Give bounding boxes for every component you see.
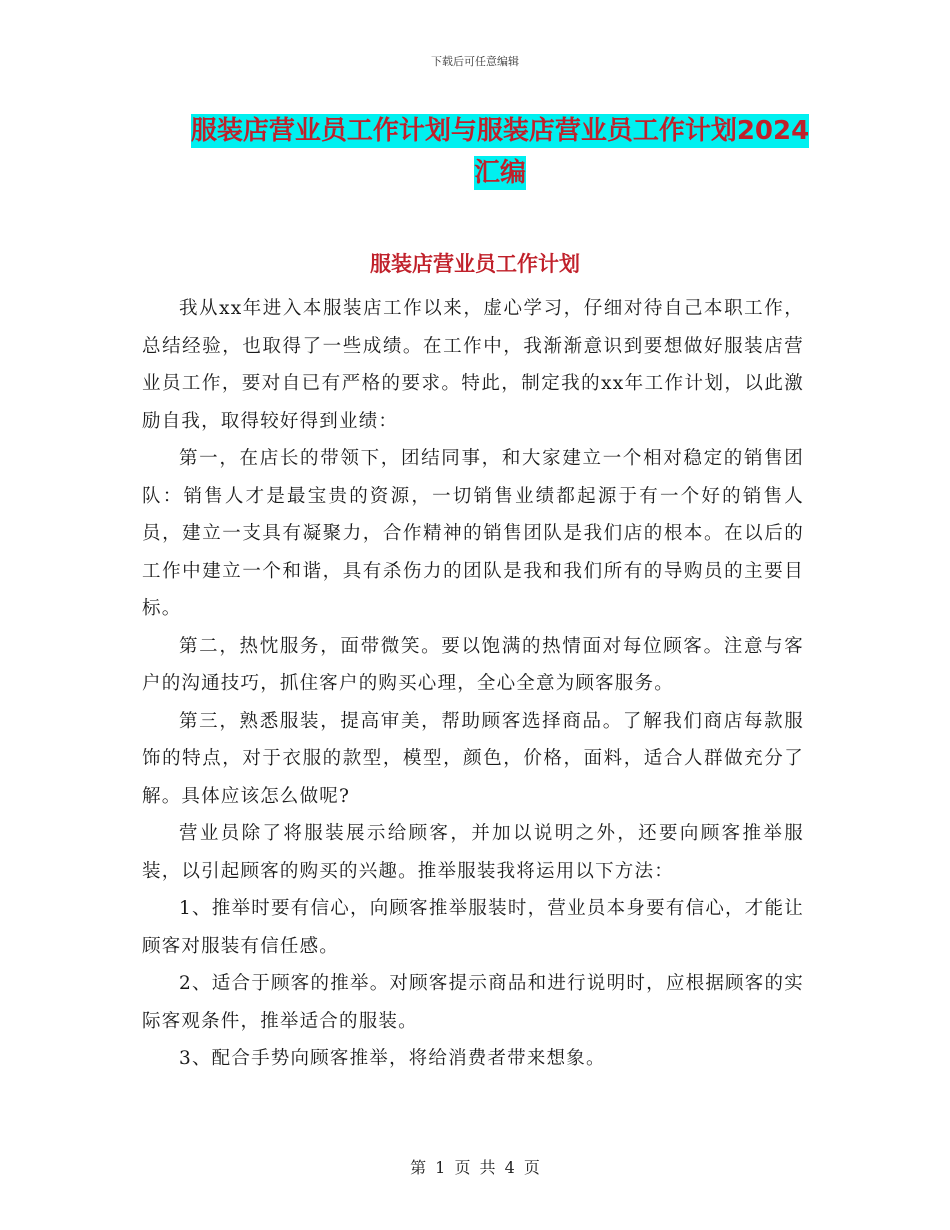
paragraph: 1、推举时要有信心，向顾客推举服装时，营业员本身要有信心，才能让顾客对服装有信任感。 (142, 898, 804, 957)
paragraph: 营业员除了将服装展示给顾客，并加以说明之外，还要向顾客推举服装，以引起顾客的购买的兴趣。推举服装我将运用以下方法： (142, 823, 804, 882)
paragraph: 第一，在店长的带领下，团结同事，和大家建立一个相对稳定的销售团队：销售人才是最宝贵的资源，一切销售业绩都起源于有一个好的销售人员，建立一支具有凝聚力，合作精神的销售团队是我们店的根本。在以后的工作中建立一个和谐，具有杀伤力的团队是我和我们所有的导购员的主要目标。 (142, 448, 804, 619)
paragraph: 第二，热忱服务，面带微笑。要以饱满的热情面对每位顾客。注意与客户的沟通技巧，抓住客户的购买心理，全心全意为顾客服务。 (142, 635, 804, 694)
document-title-text: 服装店营业员工作计划与服装店营业员工作计划2024汇编 (190, 116, 810, 188)
page-footer: 第 1 页 共 4 页 (410, 1158, 540, 1177)
paragraph: 我从xx年进入本服装店工作以来，虚心学习，仔细对待自己本职工作，总结经验，也取得了一些成绩。在工作中，我渐渐意识到要想做好服装店营业员工作，要对自已有严格的要求。特此，制定我的xx年工作计划，以此激励自我，取得较好得到业绩： (142, 298, 804, 432)
paragraph: 2、适合于顾客的推举。对顾客提示商品和进行说明时，应根据顾客的实际客观条件，推举适合的服装。 (142, 973, 804, 1032)
paragraph: 3、配合手势向顾客推举，将给消费者带来想象。 (179, 1048, 606, 1069)
section-title: 服装店营业员工作计划 (370, 252, 580, 276)
document-title (190, 110, 810, 194)
paragraph: 第三，熟悉服装，提高审美，帮助顾客选择商品。了解我们商店每款服饰的特点，对于衣服的款型，模型，颜色，价格，面料，适合人群做充分了解。具体应该怎么做呢? (142, 710, 804, 807)
header-note: 下载后可任意编辑 (431, 55, 519, 68)
body-text (142, 290, 804, 1078)
